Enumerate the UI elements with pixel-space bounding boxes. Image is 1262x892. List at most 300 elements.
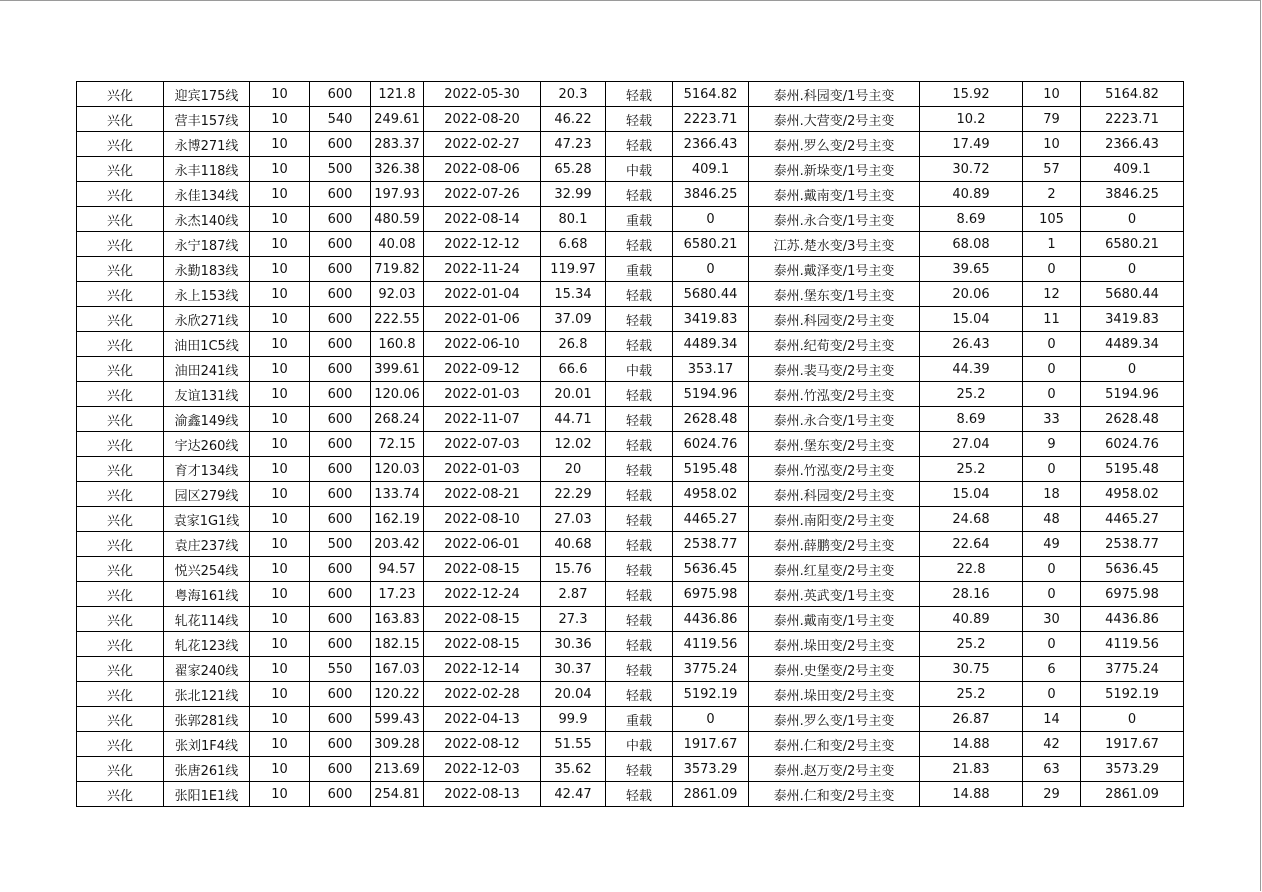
cell-date: 2022-12-24: [424, 582, 541, 607]
cell-line-name: 营丰157线: [164, 107, 250, 132]
cell-available-capacity: 6024.76: [1081, 432, 1184, 457]
table-body: [77, 82, 1184, 807]
cell-substation-load-rate: 44.39: [920, 357, 1023, 382]
cell-district: 兴化: [77, 582, 164, 607]
cell-count: 6: [1023, 657, 1081, 682]
table-row: [77, 232, 1184, 257]
cell-line-name: 永欣271线: [164, 307, 250, 332]
table-row: [77, 557, 1184, 582]
cell-date: 2022-12-03: [424, 757, 541, 782]
cell-load-status: 轻载: [606, 457, 673, 482]
cell-margin: 4489.34: [673, 332, 749, 357]
cell-capacity: 600: [310, 732, 371, 757]
cell-load-rate: 119.97: [541, 257, 606, 282]
cell-substation-load-rate: 17.49: [920, 132, 1023, 157]
cell-load-status: 轻载: [606, 657, 673, 682]
cell-margin: 2223.71: [673, 107, 749, 132]
cell-voltage: 10: [250, 332, 310, 357]
cell-margin: 4119.56: [673, 632, 749, 657]
table-row: [77, 732, 1184, 757]
cell-available-capacity: 4436.86: [1081, 607, 1184, 632]
cell-load-rate: 46.22: [541, 107, 606, 132]
cell-capacity: 600: [310, 482, 371, 507]
cell-date: 2022-12-12: [424, 232, 541, 257]
cell-district: 兴化: [77, 632, 164, 657]
cell-substation: 泰州.戴南变/1号主变: [749, 182, 920, 207]
cell-capacity: 600: [310, 207, 371, 232]
cell-current: 249.61: [371, 107, 424, 132]
cell-capacity: 600: [310, 682, 371, 707]
cell-count: 48: [1023, 507, 1081, 532]
cell-district: 兴化: [77, 682, 164, 707]
cell-voltage: 10: [250, 757, 310, 782]
cell-voltage: 10: [250, 82, 310, 107]
cell-available-capacity: 3846.25: [1081, 182, 1184, 207]
cell-voltage: 10: [250, 182, 310, 207]
cell-count: 11: [1023, 307, 1081, 332]
cell-substation: 泰州.竹泓变/2号主变: [749, 382, 920, 407]
cell-substation-load-rate: 68.08: [920, 232, 1023, 257]
cell-substation-load-rate: 26.87: [920, 707, 1023, 732]
cell-current: 17.23: [371, 582, 424, 607]
cell-substation-load-rate: 30.72: [920, 157, 1023, 182]
cell-count: 30: [1023, 607, 1081, 632]
table-row: [77, 457, 1184, 482]
cell-margin: 3846.25: [673, 182, 749, 207]
cell-substation: 泰州.垛田变/2号主变: [749, 682, 920, 707]
cell-district: 兴化: [77, 782, 164, 807]
cell-current: 163.83: [371, 607, 424, 632]
cell-substation-load-rate: 20.06: [920, 282, 1023, 307]
cell-voltage: 10: [250, 407, 310, 432]
cell-district: 兴化: [77, 207, 164, 232]
cell-margin: 409.1: [673, 157, 749, 182]
cell-load-rate: 35.62: [541, 757, 606, 782]
cell-date: 2022-01-04: [424, 282, 541, 307]
cell-line-name: 张唐261线: [164, 757, 250, 782]
cell-voltage: 10: [250, 682, 310, 707]
cell-load-status: 重载: [606, 707, 673, 732]
table-row: [77, 532, 1184, 557]
cell-district: 兴化: [77, 482, 164, 507]
cell-load-status: 中载: [606, 357, 673, 382]
cell-line-name: 育才134线: [164, 457, 250, 482]
cell-capacity: 600: [310, 132, 371, 157]
cell-capacity: 600: [310, 307, 371, 332]
cell-line-name: 轧花114线: [164, 607, 250, 632]
cell-available-capacity: 4489.34: [1081, 332, 1184, 357]
cell-substation: 泰州.永合变/1号主变: [749, 207, 920, 232]
cell-count: 0: [1023, 257, 1081, 282]
cell-margin: 0: [673, 257, 749, 282]
cell-district: 兴化: [77, 307, 164, 332]
cell-margin: 2366.43: [673, 132, 749, 157]
cell-current: 309.28: [371, 732, 424, 757]
cell-margin: 6975.98: [673, 582, 749, 607]
cell-available-capacity: 4119.56: [1081, 632, 1184, 657]
cell-capacity: 500: [310, 532, 371, 557]
table-row: [77, 432, 1184, 457]
cell-current: 72.15: [371, 432, 424, 457]
table-row: [77, 207, 1184, 232]
cell-capacity: 600: [310, 707, 371, 732]
cell-load-status: 轻载: [606, 782, 673, 807]
cell-line-name: 张北121线: [164, 682, 250, 707]
cell-available-capacity: 5636.45: [1081, 557, 1184, 582]
cell-available-capacity: 0: [1081, 707, 1184, 732]
cell-date: 2022-08-12: [424, 732, 541, 757]
cell-count: 79: [1023, 107, 1081, 132]
cell-load-rate: 40.68: [541, 532, 606, 557]
cell-capacity: 600: [310, 232, 371, 257]
cell-district: 兴化: [77, 357, 164, 382]
cell-voltage: 10: [250, 257, 310, 282]
cell-capacity: 600: [310, 457, 371, 482]
cell-substation: 泰州.戴泽变/1号主变: [749, 257, 920, 282]
cell-available-capacity: 5195.48: [1081, 457, 1184, 482]
cell-substation-load-rate: 15.92: [920, 82, 1023, 107]
cell-voltage: 10: [250, 207, 310, 232]
cell-current: 326.38: [371, 157, 424, 182]
cell-substation: 泰州.罗么变/1号主变: [749, 707, 920, 732]
cell-margin: 4958.02: [673, 482, 749, 507]
cell-load-status: 轻载: [606, 182, 673, 207]
cell-line-name: 油田1C5线: [164, 332, 250, 357]
cell-voltage: 10: [250, 157, 310, 182]
cell-district: 兴化: [77, 532, 164, 557]
cell-voltage: 10: [250, 482, 310, 507]
cell-date: 2022-12-14: [424, 657, 541, 682]
cell-margin: 5636.45: [673, 557, 749, 582]
cell-voltage: 10: [250, 657, 310, 682]
cell-substation: 泰州.科园变/2号主变: [749, 307, 920, 332]
cell-count: 0: [1023, 357, 1081, 382]
table-row: [77, 82, 1184, 107]
cell-substation: 泰州.薛鹏变/2号主变: [749, 532, 920, 557]
table-row: [77, 157, 1184, 182]
cell-load-rate: 27.3: [541, 607, 606, 632]
cell-substation-load-rate: 30.75: [920, 657, 1023, 682]
cell-available-capacity: 5680.44: [1081, 282, 1184, 307]
cell-load-status: 轻载: [606, 107, 673, 132]
cell-date: 2022-11-24: [424, 257, 541, 282]
cell-current: 213.69: [371, 757, 424, 782]
cell-capacity: 600: [310, 432, 371, 457]
cell-date: 2022-07-26: [424, 182, 541, 207]
cell-substation-load-rate: 14.88: [920, 732, 1023, 757]
cell-district: 兴化: [77, 232, 164, 257]
cell-margin: 0: [673, 207, 749, 232]
cell-date: 2022-07-03: [424, 432, 541, 457]
cell-district: 兴化: [77, 107, 164, 132]
cell-load-rate: 27.03: [541, 507, 606, 532]
cell-count: 10: [1023, 82, 1081, 107]
cell-current: 719.82: [371, 257, 424, 282]
cell-date: 2022-09-12: [424, 357, 541, 382]
cell-load-status: 轻载: [606, 282, 673, 307]
cell-date: 2022-01-03: [424, 457, 541, 482]
cell-date: 2022-08-13: [424, 782, 541, 807]
cell-capacity: 600: [310, 282, 371, 307]
cell-current: 162.19: [371, 507, 424, 532]
cell-substation-load-rate: 40.89: [920, 182, 1023, 207]
table-row: [77, 107, 1184, 132]
cell-load-rate: 65.28: [541, 157, 606, 182]
cell-count: 10: [1023, 132, 1081, 157]
cell-voltage: 10: [250, 107, 310, 132]
cell-date: 2022-05-30: [424, 82, 541, 107]
cell-substation: 泰州.赵万变/2号主变: [749, 757, 920, 782]
cell-line-name: 永勤183线: [164, 257, 250, 282]
cell-current: 40.08: [371, 232, 424, 257]
cell-district: 兴化: [77, 457, 164, 482]
cell-current: 120.03: [371, 457, 424, 482]
cell-margin: 5164.82: [673, 82, 749, 107]
cell-margin: 2861.09: [673, 782, 749, 807]
cell-substation: 泰州.英武变/1号主变: [749, 582, 920, 607]
cell-load-rate: 47.23: [541, 132, 606, 157]
cell-substation-load-rate: 22.64: [920, 532, 1023, 557]
cell-available-capacity: 0: [1081, 207, 1184, 232]
cell-margin: 353.17: [673, 357, 749, 382]
cell-load-rate: 44.71: [541, 407, 606, 432]
table-row: [77, 132, 1184, 157]
cell-date: 2022-11-07: [424, 407, 541, 432]
cell-line-name: 油田241线: [164, 357, 250, 382]
cell-load-rate: 42.47: [541, 782, 606, 807]
cell-capacity: 550: [310, 657, 371, 682]
cell-substation: 泰州.仁和变/2号主变: [749, 782, 920, 807]
table-row: [77, 332, 1184, 357]
cell-date: 2022-02-27: [424, 132, 541, 157]
cell-available-capacity: 2223.71: [1081, 107, 1184, 132]
cell-load-status: 轻载: [606, 682, 673, 707]
cell-margin: 5680.44: [673, 282, 749, 307]
cell-available-capacity: 5194.96: [1081, 382, 1184, 407]
cell-load-status: 轻载: [606, 307, 673, 332]
cell-load-rate: 20.3: [541, 82, 606, 107]
cell-load-status: 轻载: [606, 82, 673, 107]
cell-load-rate: 30.36: [541, 632, 606, 657]
cell-voltage: 10: [250, 582, 310, 607]
cell-load-status: 轻载: [606, 757, 673, 782]
cell-current: 121.8: [371, 82, 424, 107]
cell-count: 105: [1023, 207, 1081, 232]
cell-substation: 泰州.堡东变/1号主变: [749, 282, 920, 307]
feeder-load-table: [76, 81, 1184, 807]
cell-current: 133.74: [371, 482, 424, 507]
cell-district: 兴化: [77, 182, 164, 207]
cell-current: 254.81: [371, 782, 424, 807]
cell-voltage: 10: [250, 382, 310, 407]
cell-line-name: 张阳1E1线: [164, 782, 250, 807]
cell-district: 兴化: [77, 607, 164, 632]
cell-line-name: 袁家1G1线: [164, 507, 250, 532]
cell-substation-load-rate: 39.65: [920, 257, 1023, 282]
cell-line-name: 粤海161线: [164, 582, 250, 607]
cell-date: 2022-06-01: [424, 532, 541, 557]
cell-capacity: 600: [310, 632, 371, 657]
cell-line-name: 迎宾175线: [164, 82, 250, 107]
cell-load-status: 轻载: [606, 482, 673, 507]
cell-district: 兴化: [77, 707, 164, 732]
cell-capacity: 600: [310, 607, 371, 632]
cell-load-status: 轻载: [606, 407, 673, 432]
cell-line-name: 友谊131线: [164, 382, 250, 407]
cell-load-status: 轻载: [606, 382, 673, 407]
cell-district: 兴化: [77, 132, 164, 157]
cell-current: 599.43: [371, 707, 424, 732]
cell-voltage: 10: [250, 557, 310, 582]
cell-margin: 3775.24: [673, 657, 749, 682]
cell-capacity: 600: [310, 507, 371, 532]
cell-load-status: 轻载: [606, 632, 673, 657]
cell-capacity: 600: [310, 257, 371, 282]
cell-count: 2: [1023, 182, 1081, 207]
cell-substation-load-rate: 25.2: [920, 382, 1023, 407]
cell-count: 0: [1023, 682, 1081, 707]
table-row: [77, 507, 1184, 532]
cell-substation: 泰州.永合变/1号主变: [749, 407, 920, 432]
cell-district: 兴化: [77, 657, 164, 682]
cell-load-rate: 80.1: [541, 207, 606, 232]
cell-line-name: 张郭281线: [164, 707, 250, 732]
cell-count: 57: [1023, 157, 1081, 182]
cell-date: 2022-08-14: [424, 207, 541, 232]
cell-date: 2022-01-06: [424, 307, 541, 332]
cell-load-rate: 22.29: [541, 482, 606, 507]
cell-current: 283.37: [371, 132, 424, 157]
cell-voltage: 10: [250, 507, 310, 532]
table-row: [77, 357, 1184, 382]
cell-margin: 0: [673, 707, 749, 732]
cell-available-capacity: 5164.82: [1081, 82, 1184, 107]
cell-line-name: 悦兴254线: [164, 557, 250, 582]
cell-available-capacity: 3419.83: [1081, 307, 1184, 332]
cell-substation-load-rate: 26.43: [920, 332, 1023, 357]
cell-date: 2022-08-21: [424, 482, 541, 507]
cell-voltage: 10: [250, 432, 310, 457]
cell-substation-load-rate: 25.2: [920, 682, 1023, 707]
table-row: [77, 757, 1184, 782]
cell-margin: 2538.77: [673, 532, 749, 557]
cell-line-name: 张刘1F4线: [164, 732, 250, 757]
cell-load-rate: 20: [541, 457, 606, 482]
cell-date: 2022-01-03: [424, 382, 541, 407]
cell-current: 92.03: [371, 282, 424, 307]
cell-capacity: 600: [310, 557, 371, 582]
cell-available-capacity: 0: [1081, 357, 1184, 382]
cell-substation: 泰州.科园变/2号主变: [749, 482, 920, 507]
cell-district: 兴化: [77, 557, 164, 582]
cell-margin: 6580.21: [673, 232, 749, 257]
cell-available-capacity: 1917.67: [1081, 732, 1184, 757]
cell-substation: 泰州.罗么变/2号主变: [749, 132, 920, 157]
cell-district: 兴化: [77, 382, 164, 407]
cell-capacity: 600: [310, 332, 371, 357]
cell-margin: 6024.76: [673, 432, 749, 457]
cell-date: 2022-08-06: [424, 157, 541, 182]
cell-load-rate: 15.34: [541, 282, 606, 307]
cell-date: 2022-08-10: [424, 507, 541, 532]
cell-count: 42: [1023, 732, 1081, 757]
cell-margin: 3573.29: [673, 757, 749, 782]
cell-count: 29: [1023, 782, 1081, 807]
table-row: [77, 482, 1184, 507]
cell-margin: 4436.86: [673, 607, 749, 632]
cell-capacity: 600: [310, 382, 371, 407]
cell-voltage: 10: [250, 357, 310, 382]
cell-load-status: 重载: [606, 207, 673, 232]
cell-load-status: 中载: [606, 157, 673, 182]
cell-substation-load-rate: 27.04: [920, 432, 1023, 457]
cell-available-capacity: 409.1: [1081, 157, 1184, 182]
cell-count: 0: [1023, 382, 1081, 407]
cell-voltage: 10: [250, 607, 310, 632]
table-row: [77, 257, 1184, 282]
cell-substation-load-rate: 15.04: [920, 482, 1023, 507]
cell-capacity: 600: [310, 82, 371, 107]
cell-voltage: 10: [250, 632, 310, 657]
cell-count: 0: [1023, 457, 1081, 482]
cell-available-capacity: 5192.19: [1081, 682, 1184, 707]
cell-substation: 泰州.大营变/2号主变: [749, 107, 920, 132]
cell-load-status: 轻载: [606, 607, 673, 632]
cell-current: 160.8: [371, 332, 424, 357]
cell-current: 480.59: [371, 207, 424, 232]
cell-voltage: 10: [250, 282, 310, 307]
cell-load-rate: 51.55: [541, 732, 606, 757]
cell-load-status: 轻载: [606, 582, 673, 607]
cell-line-name: 永丰118线: [164, 157, 250, 182]
cell-substation: 泰州.裴马变/2号主变: [749, 357, 920, 382]
cell-current: 120.06: [371, 382, 424, 407]
cell-load-rate: 66.6: [541, 357, 606, 382]
cell-count: 33: [1023, 407, 1081, 432]
table-row: [77, 182, 1184, 207]
cell-substation-load-rate: 10.2: [920, 107, 1023, 132]
cell-capacity: 600: [310, 782, 371, 807]
cell-line-name: 永杰140线: [164, 207, 250, 232]
cell-substation: 泰州.堡东变/2号主变: [749, 432, 920, 457]
cell-substation-load-rate: 8.69: [920, 407, 1023, 432]
cell-capacity: 500: [310, 157, 371, 182]
cell-available-capacity: 3775.24: [1081, 657, 1184, 682]
cell-margin: 5194.96: [673, 382, 749, 407]
cell-available-capacity: 4465.27: [1081, 507, 1184, 532]
cell-capacity: 600: [310, 757, 371, 782]
cell-substation: 泰州.南阳变/2号主变: [749, 507, 920, 532]
cell-substation: 泰州.垛田变/2号主变: [749, 632, 920, 657]
cell-substation-load-rate: 21.83: [920, 757, 1023, 782]
cell-load-rate: 30.37: [541, 657, 606, 682]
cell-available-capacity: 6580.21: [1081, 232, 1184, 257]
cell-district: 兴化: [77, 732, 164, 757]
table-row: [77, 582, 1184, 607]
cell-substation-load-rate: 24.68: [920, 507, 1023, 532]
cell-available-capacity: 2861.09: [1081, 782, 1184, 807]
table-row: [77, 382, 1184, 407]
cell-load-status: 轻载: [606, 507, 673, 532]
cell-current: 222.55: [371, 307, 424, 332]
cell-count: 9: [1023, 432, 1081, 457]
cell-count: 18: [1023, 482, 1081, 507]
cell-date: 2022-08-20: [424, 107, 541, 132]
cell-load-status: 轻载: [606, 432, 673, 457]
cell-current: 120.22: [371, 682, 424, 707]
cell-load-status: 轻载: [606, 332, 673, 357]
cell-line-name: 永佳134线: [164, 182, 250, 207]
